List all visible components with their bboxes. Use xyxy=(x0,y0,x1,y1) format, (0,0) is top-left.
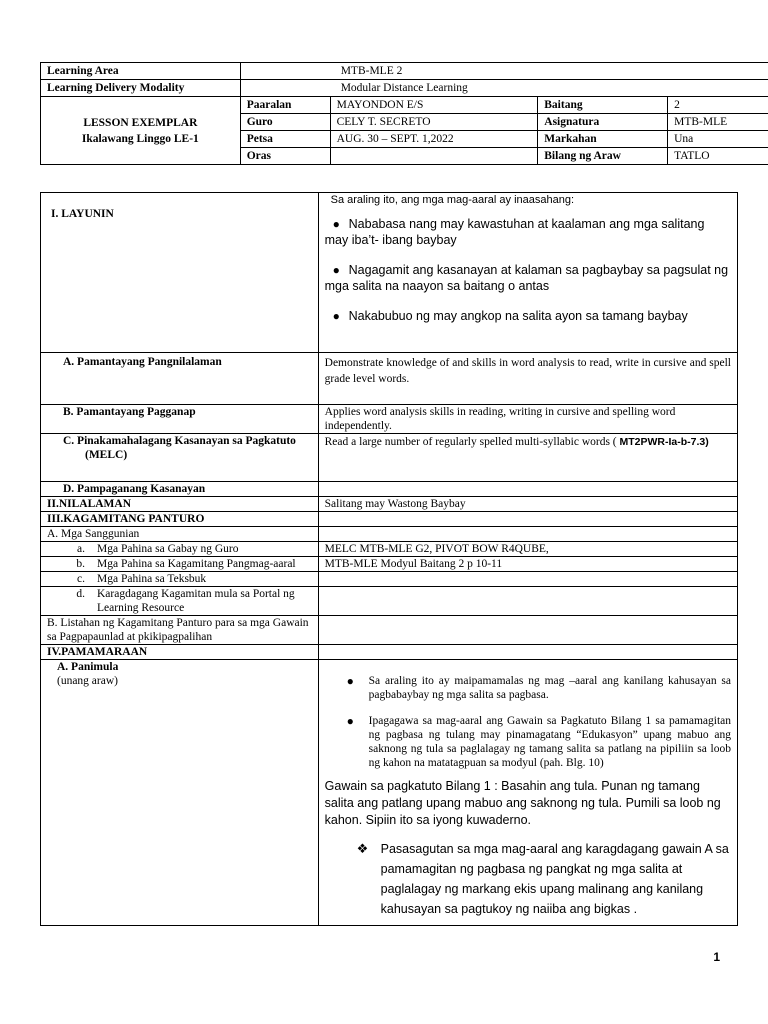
panimula-item xyxy=(325,674,731,702)
layunin-item xyxy=(325,216,731,248)
learning-area-value: MTB-MLE 2 xyxy=(240,63,768,80)
pamantayang-pagganap-value: Applies word analysis skills in reading, writing in cursive and spelling word independently. xyxy=(318,405,737,434)
bilang-label: Bilang ng Araw xyxy=(538,148,668,165)
layunin-intro: Sa araling ito, ang mga mag-aaral ay inaasahang: xyxy=(330,194,575,206)
learning-area-label: Learning Area xyxy=(41,63,241,80)
bullet-icon: ● xyxy=(332,217,340,231)
item-label: Karagdagang Kagamitan mula sa Portal ng Learning Resource xyxy=(97,588,295,614)
lesson-table xyxy=(40,192,738,926)
melc-sublabel: (MELC) xyxy=(85,449,128,461)
listahan-label: B. Listahan ng Kagamitang Panturo para sa mga Gawain sa Pagpapaunlad at pkikipagpalihan xyxy=(41,616,319,645)
pasasagutan-text: Pasasagutan sa mga mag-aaral ang karagdagang gawain A sa pamamagitan ng pagbasa ng pangkat ng mga salita at paglalagay ng markang ekis upang malinang ang kanilang kahusayan sa pagtukoy ng naiiba ang bigkas . xyxy=(380,842,729,916)
panimula-item xyxy=(325,714,731,770)
modality-value: Modular Distance Learning xyxy=(240,80,768,97)
layunin-item xyxy=(325,308,731,324)
melc-code: MT2PWR-Ia-b-7.3) xyxy=(619,436,709,448)
sanggunian-label: A. Mga Sanggunian xyxy=(41,527,319,542)
item-marker: b. xyxy=(76,558,85,570)
bullet-icon: ● xyxy=(332,309,340,323)
sanggunian-b-value: MTB-MLE Modyul Baitang 2 p 10-11 xyxy=(318,557,737,572)
item-label: Mga Pahina sa Gabay ng Guro xyxy=(97,543,239,555)
item-marker: a. xyxy=(77,543,85,555)
item-label: Mga Pahina sa Kagamitang Pangmag-aaral xyxy=(97,558,296,570)
panimula-sublabel: (unang araw) xyxy=(57,675,118,687)
sanggunian-item-b xyxy=(47,557,312,571)
header-table xyxy=(40,62,768,165)
layunin-item-text: Nakabubuo ng may angkop na salita ayon sa tamang baybay xyxy=(348,309,688,323)
bullet-icon: ● xyxy=(346,714,354,728)
melc-label: C. Pinakamahalagang Kasanayan sa Pagkatuto xyxy=(63,435,296,447)
bullet-icon: ● xyxy=(346,674,354,688)
melc-value: Read a large number of regularly spelled multi-syllabic words ( xyxy=(324,436,620,448)
sanggunian-item-a xyxy=(47,542,312,556)
layunin-item xyxy=(325,262,731,294)
layunin-item-text: Nagagamit ang kasanayan at kalaman sa pagbaybay sa pagsulat ng mga salita na naayon sa baitang o antas xyxy=(324,263,729,293)
pamantayang-pangnilalaman-value: Demonstrate knowledge of and skills in word analysis to read, write in cursive and spell grade level words. xyxy=(318,353,737,405)
bilang-value: TATLO xyxy=(668,148,768,165)
oras-value xyxy=(330,148,538,165)
diamond-bullet-icon: ❖ xyxy=(356,841,369,856)
paaralan-label: Paaralan xyxy=(240,97,330,114)
asignatura-value: MTB-MLE xyxy=(668,114,768,131)
bullet-icon: ● xyxy=(332,263,340,277)
panimula-item-text: Sa araling ito ay maipamamalas ng mag –aaral ang kanilang kahusayan sa pagbabaybay ng mga salita sa pagbasa. xyxy=(368,675,731,701)
gawain-instructions: Gawain sa pagkatuto Bilang 1 : Basahin ang tula. Punan ng tamang salita ang patlang upang mabuo ang saknong ng tula. Pumili sa loob ng kahon. Sipiin ito sa iyong kuwaderno. xyxy=(324,779,721,827)
sanggunian-d-value xyxy=(318,587,737,616)
item-marker: c. xyxy=(77,573,85,585)
sanggunian-value xyxy=(318,527,737,542)
layunin-item-text: Nababasa nang may kawastuhan at kaalaman ang mga salitang may iba’t- ibang baybay xyxy=(324,217,705,247)
panimula-label: A. Panimula xyxy=(57,661,119,673)
petsa-value: AUG. 30 – SEPT. 1,2022 xyxy=(330,131,538,148)
item-marker: d. xyxy=(76,588,85,600)
listahan-value xyxy=(318,616,737,645)
exemplar-title-cell xyxy=(41,97,241,165)
baitang-value: 2 xyxy=(668,97,768,114)
sanggunian-item-d xyxy=(47,587,312,615)
item-label: Mga Pahina sa Teksbuk xyxy=(97,573,207,585)
pamantayang-pangnilalaman-label: A. Pamantayang Pangnilalaman xyxy=(41,353,319,405)
pamantayang-pagganap-label: B. Pamantayang Pagganap xyxy=(41,405,319,434)
petsa-label: Petsa xyxy=(240,131,330,148)
pampaganang-label: D. Pampaganang Kasanayan xyxy=(41,482,319,497)
paaralan-value: MAYONDON E/S xyxy=(330,97,538,114)
sanggunian-c-value xyxy=(318,572,737,587)
modality-label: Learning Delivery Modality xyxy=(41,80,241,97)
sanggunian-a-value: MELC MTB-MLE G2, PIVOT BOW R4QUBE, xyxy=(318,542,737,557)
kagamitan-label: III.KAGAMITANG PANTURO xyxy=(41,512,319,527)
page-number: 1 xyxy=(713,950,720,964)
kagamitan-value xyxy=(318,512,737,527)
exemplar-subtitle: Ikalawang Linggo LE-1 xyxy=(81,132,199,145)
nilalaman-label: II.NILALAMAN xyxy=(41,497,319,512)
markahan-label: Markahan xyxy=(538,131,668,148)
baitang-label: Baitang xyxy=(538,97,668,114)
pasasagutan-item xyxy=(325,839,731,919)
panimula-item-text: Ipagagawa sa mag-aaral ang Gawain sa Pagkatuto Bilang 1 sa pamamagitan ng pagbasa ng tulang may pinamagatang “Edukasyon” upang mabuo ang saknong ng tula sa paglalagay ng tamang salita sa patlang na pipiliin sa loob ng kahon na matatagpuan sa modyul (pah. Blg. 10) xyxy=(368,715,731,769)
oras-label: Oras xyxy=(240,148,330,165)
nilalaman-value: Salitang may Wastong Baybay xyxy=(318,497,737,512)
pampaganang-value xyxy=(318,482,737,497)
layunin-label: I. LAYUNIN xyxy=(41,193,319,353)
markahan-value: Una xyxy=(668,131,768,148)
pamamaraan-value xyxy=(318,645,737,660)
guro-label: Guro xyxy=(240,114,330,131)
exemplar-title: LESSON EXEMPLAR xyxy=(83,116,198,129)
guro-value: CELY T. SECRETO xyxy=(330,114,538,131)
pamamaraan-label: IV.PAMAMARAAN xyxy=(41,645,319,660)
sanggunian-item-c xyxy=(47,572,312,586)
asignatura-label: Asignatura xyxy=(538,114,668,131)
